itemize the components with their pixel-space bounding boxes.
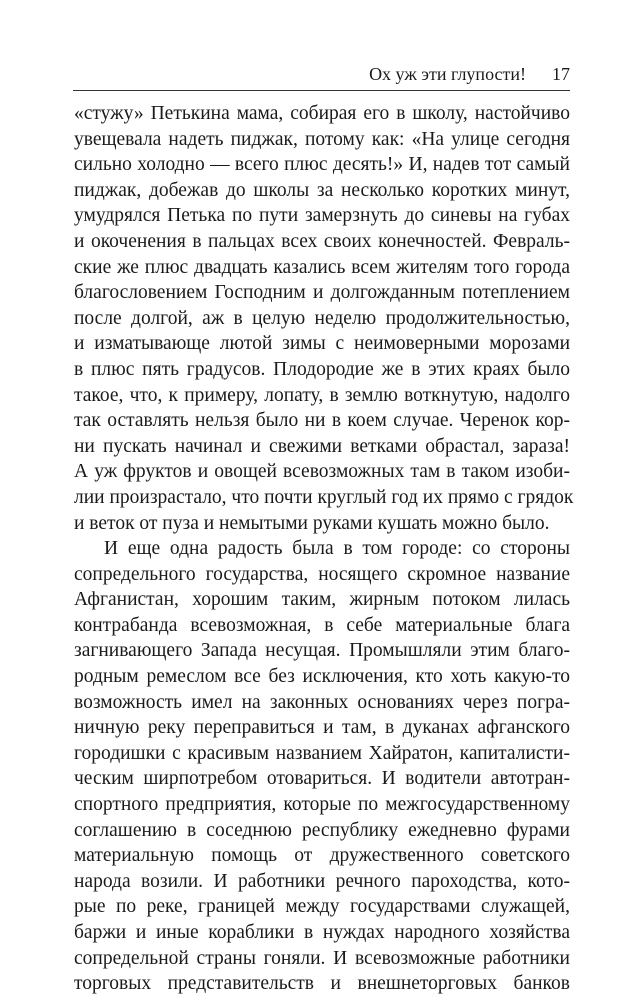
text-line: и окоченения в пальцах всех своих конечностей. Февраль- [74,230,570,252]
text-line: загнивающего Запада несущая. Промышляли этим благо- [74,640,570,662]
running-header [73,62,570,91]
body-text [74,101,574,997]
text-line: городишки с красивым названием Хайратон, капиталисти- [74,742,570,764]
text-line: и веток от пуза и немытыми руками кушать можно было. [74,512,550,534]
text-line: торговых представительств и внешнеторговых банков [74,973,570,995]
text-line: после долгой, аж в целую неделю продолжительностью, [74,307,570,329]
text-line: материальную помощь от дружественного советского [74,845,570,867]
text-line: «стужу» Петькина мама, собирая его в школу, настойчиво [74,103,570,124]
text-line: так оставлять нельзя было ни в коем случае. Черенок кор- [74,410,570,432]
text-line: спортного предприятия, которые по межгосударственному [74,794,570,816]
text-line: и изматывающе лютой зимы с неимоверными морозами [74,333,570,355]
text-line: такое, что, к примеру, лопату, в землю воткнутую, надолго [74,384,570,406]
text-line: сопредельного государства, носящего скромное название [74,563,570,585]
text-line: народа возили. И работники речного пароходства, кото- [74,870,570,892]
text-line: ские же плюс двадцать казались всем жителям того города [74,256,570,278]
text-line: ничную реку переправиться и там, в дуканах афганского [74,717,570,739]
paragraph [74,101,574,536]
text-line: рые по реке, границей между государствами служащей, [74,896,570,918]
text-line: умудрялся Петька по пути замерзнуть до синевы на губах [74,205,570,227]
text-line: баржи и иные кораблики в нуждах народного хозяйства [74,922,570,943]
text-line: пиджак, добежав до школы за несколько коротких минут, [74,179,570,201]
text-line: родным ремеслом все без исключения, кто хоть какую-то [74,666,570,688]
text-line: благословением Господним и долгожданным потеплением [74,282,570,304]
text-line: А уж фруктов и овощей всевозможных там в таком изоби- [74,461,570,483]
text-line: увещевала надеть пиджак, потому как: «На улице сегодня [74,128,570,150]
text-line: лии произрастало, что почти круглый год их прямо с грядок [74,486,574,508]
text-line: контрабанда всевозможная, в себе материальные блага [74,614,570,636]
text-line: сопредельной страны гоняли. И всевозможные работники [74,947,570,969]
page-number: 17 [552,64,570,84]
text-line: ческим ширпотребом отовариться. И водители автотран- [74,768,570,790]
text-line: сильно холодно — всего плюс десять!» И, надев тот самый [74,154,570,176]
text-line: в плюс пять градусов. Плодородие же в этих краях было [74,358,570,380]
running-title: Ох уж эти глупости! [369,64,526,84]
text-line: ни пускать начинал и свежими ветками обрастал, зараза! [74,435,570,457]
text-line: возможность имел на законных основаниях через погра- [74,691,570,713]
paragraph [74,536,570,997]
text-line: соглашению в соседнюю республику ежедневно фурами [74,819,570,841]
text-line: Афганистан, хорошим таким, жирным потоком лилась [74,589,570,611]
text-line: И еще одна радость была в том городе: со стороны [104,538,570,560]
